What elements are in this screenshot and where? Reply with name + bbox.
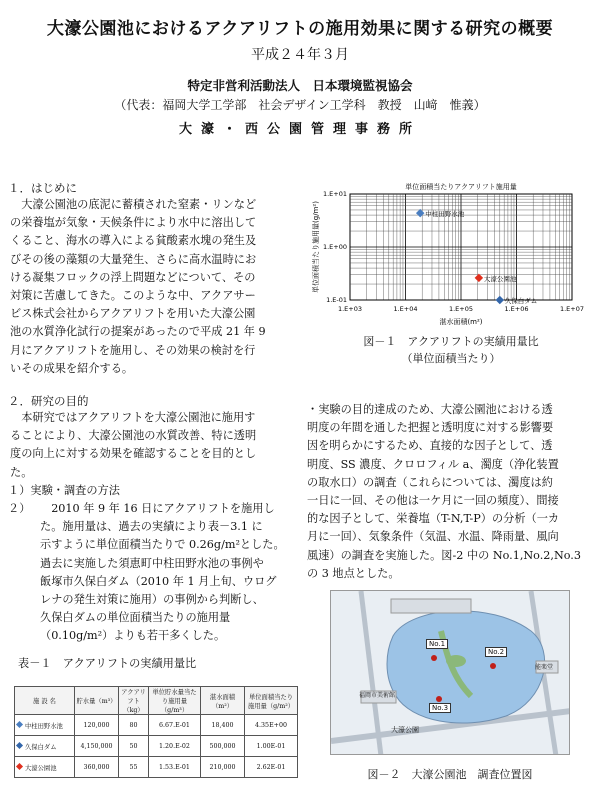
- text-line: 月に一回）、気象条件（気温、水温、降雨量、風向: [307, 530, 559, 544]
- text-line: ける凝集フロックの浮上問題などについて、その: [10, 270, 256, 284]
- table-caption: 表－１ アクアリフトの実績用量比: [18, 657, 197, 670]
- table-cell: 500,000: [201, 736, 245, 757]
- text-line: （0.10g/m²）よりも若干多くした。: [40, 629, 226, 643]
- section-purpose: [8, 393, 298, 646]
- map-label: 大濠公園: [391, 726, 419, 734]
- pond-shape: [387, 611, 545, 723]
- station-dot: [436, 696, 442, 702]
- method-body: [8, 500, 298, 646]
- results-table: [14, 686, 298, 778]
- table-cell: 80: [119, 715, 149, 736]
- text-line: 池の水質浄化試行の提案があったので平成 21 年 9: [10, 325, 266, 339]
- text-line: 対策に苦慮してきた。このような中、アクアサー: [10, 289, 256, 303]
- building: [391, 599, 471, 613]
- representative: （代表：福岡大学工学部 社会デザイン工学科 教授 山﨑 惟義）: [114, 98, 486, 112]
- x-tick-label: 1.E+06: [504, 305, 529, 313]
- facility-name: 久保白ダム: [25, 743, 57, 751]
- chart-svg: [310, 180, 592, 330]
- table-row: [15, 736, 298, 757]
- page-title: 大濠公園池におけるアクアリフトの施用効果に関する研究の概要: [46, 19, 554, 39]
- station-dot: [490, 663, 496, 669]
- park-map: [330, 590, 570, 755]
- table-cell: 1.53.E-01: [149, 757, 201, 778]
- table-header: 単位貯水量当たり施用量（g/m³）: [149, 687, 201, 715]
- table-cell-name: [15, 757, 75, 778]
- section1-body: [8, 196, 298, 378]
- section2-body: [8, 409, 298, 482]
- table-row: [15, 715, 298, 736]
- text-line: くること、海水の導入による貧酸素水塊の発生及: [10, 234, 257, 248]
- section-introduction: [8, 180, 298, 378]
- station-label: No.2: [485, 647, 507, 657]
- text-line: 飯塚市久保白ダム（2010 年 1 月上旬、ウログ: [40, 574, 277, 588]
- section2-heading: ２．研究の目的: [8, 394, 89, 408]
- table-cell: 18,400: [201, 715, 245, 736]
- table-header: 施 設 名: [15, 687, 75, 715]
- table-header: アクアリフト（kg）: [119, 687, 149, 715]
- table-cell: 4.35E+00: [245, 715, 298, 736]
- method-heading: １）実験・調査の方法: [8, 483, 120, 497]
- facility-name: 中柱田野水池: [25, 722, 63, 730]
- y-tick-label: 1.E+01: [322, 190, 347, 198]
- map-label: 能楽堂: [535, 664, 554, 671]
- facility-name: 大濠公園池: [25, 764, 57, 772]
- table-cell: 50: [119, 736, 149, 757]
- text-line: 大濠公園池の底泥に蓄積された窒素・リンなど: [10, 198, 257, 211]
- station-label: No.3: [429, 703, 451, 713]
- text-line: 本研究ではアクアリフトを大濠公園池に施用す: [10, 411, 256, 424]
- table-header: 湛水面積（m²）: [201, 687, 245, 715]
- table-header-row: [15, 687, 298, 715]
- table-cell: 1.00E-01: [245, 736, 298, 757]
- map-label: 福岡市美術館: [359, 692, 396, 699]
- office-name: 大濠・西公園管理事務所: [178, 122, 421, 137]
- text-line: 2010 年 9 年 16 日にアクアリフトを施用し: [40, 502, 275, 516]
- text-line: 風速）の調査を実施した。図-2 中の No.1,No.2,No.3: [307, 548, 581, 562]
- table-header: 単位面積当たり施用量（g/m²）: [245, 687, 298, 715]
- text-line: の取水口）の調査（これらについては、濁度は約: [307, 475, 553, 489]
- diamond-icon: [16, 762, 23, 769]
- data-label: 中柱田野水池: [425, 210, 465, 219]
- diamond-icon: [16, 741, 23, 748]
- table-cell-name: [15, 736, 75, 757]
- text-line: 一日に一回、その他は一ケ月に一回の頻度）、間接: [307, 494, 559, 508]
- text-line: ・実験の目的達成のため、大濠公園池における透: [307, 403, 553, 416]
- map-svg: [331, 591, 570, 755]
- table-cell: 120,000: [75, 715, 119, 736]
- x-tick-label: 1.E+07: [559, 305, 585, 313]
- chart-title: 単位面積当たりアクアリフト施用量: [405, 183, 517, 191]
- text-line: ビス株式会社からアクアリフトを用いた大濠公園: [10, 307, 256, 321]
- figure1-caption-sub: （単位面積当たり）: [401, 352, 501, 365]
- y-tick-label: 1.E+00: [322, 243, 347, 251]
- table-cell: 4,150,000: [75, 736, 119, 757]
- text-line: の 3 地点とした。: [307, 566, 400, 580]
- y-axis-label: 単位面積当たり施用量(g/m²): [312, 201, 320, 293]
- text-line: 因を明らかにするため、直接的な因子として、透: [307, 439, 553, 453]
- table-cell: 2.62E-01: [245, 757, 298, 778]
- figure1-caption: 図－１ アクアリフトの実績用量比: [363, 335, 539, 348]
- text-line: レナの発生対策に施用）の事例から判断し、: [40, 593, 264, 607]
- text-line: た。: [10, 465, 33, 479]
- x-tick-label: 1.E+03: [337, 305, 363, 313]
- text-line: 示すように単位面積当たりで 0.26g/m²とした。: [40, 538, 285, 552]
- diamond-icon: [16, 720, 23, 727]
- x-tick-label: 1.E+05: [448, 305, 474, 313]
- data-label: 久保白ダム: [504, 297, 538, 305]
- report-date: 平成２４年３月: [251, 47, 349, 63]
- text-line: 明度の年間を通した把握と透明度に対する影響要: [307, 421, 554, 435]
- station-label: No.1: [426, 639, 448, 649]
- text-line: 度の向上に対する効果を確認することを目的とし: [10, 447, 257, 461]
- section1-heading: １．はじめに: [8, 181, 77, 195]
- text-line: た。施用量は、過去の実績により表－3.1 に: [40, 520, 263, 534]
- text-line: びその後の藻類の大量発生、さらに高水温時にお: [10, 252, 257, 266]
- text-line: ることにより、大濠公園池の水質改善、特に透明: [10, 429, 257, 443]
- figure1-chart: [310, 180, 592, 330]
- text-line: いその成果を紹介する。: [10, 361, 134, 375]
- data-label: 大濠公園池: [483, 274, 517, 283]
- method-number: ２）: [8, 502, 31, 516]
- text-line: 月にアクアリフトを施用し、その効果の検討を行: [10, 343, 256, 357]
- text-line: 過去に実施した須恵町中柱田野水池の事例や: [40, 556, 264, 570]
- text-line: 的な因子として、栄養塩（T-N,T-P）の分析（一カ: [307, 512, 560, 526]
- station-dot: [431, 655, 437, 661]
- text-line: 明度、SS 濃度、クロロフィル a、濁度（浄化装置: [307, 457, 559, 471]
- figure2-caption: 図－２ 大濠公園池 調査位置図: [367, 768, 533, 781]
- y-tick-label: 1.E-01: [326, 296, 347, 304]
- table-cell: 360,000: [75, 757, 119, 778]
- text-line: の栄養塩が気象・天候条件により水中に溶出して: [10, 216, 257, 230]
- table-cell: 210,000: [201, 757, 245, 778]
- x-axis-label: 湛水面積(m²): [439, 318, 483, 326]
- section3-body: [307, 401, 595, 583]
- x-tick-label: 1.E+04: [393, 305, 418, 313]
- organization: 特定非営利活動法人 日本環境監視協会: [187, 78, 413, 93]
- table-cell: 6.67.E-01: [149, 715, 201, 736]
- table-cell: 55: [119, 757, 149, 778]
- table-cell: 1.20.E-02: [149, 736, 201, 757]
- text-line: 久保白ダムの単位面積当たりの施用量: [40, 611, 231, 625]
- table-cell-name: [15, 715, 75, 736]
- table-row: [15, 757, 298, 778]
- island: [446, 655, 466, 667]
- table-header: 貯水量（m³）: [75, 687, 119, 715]
